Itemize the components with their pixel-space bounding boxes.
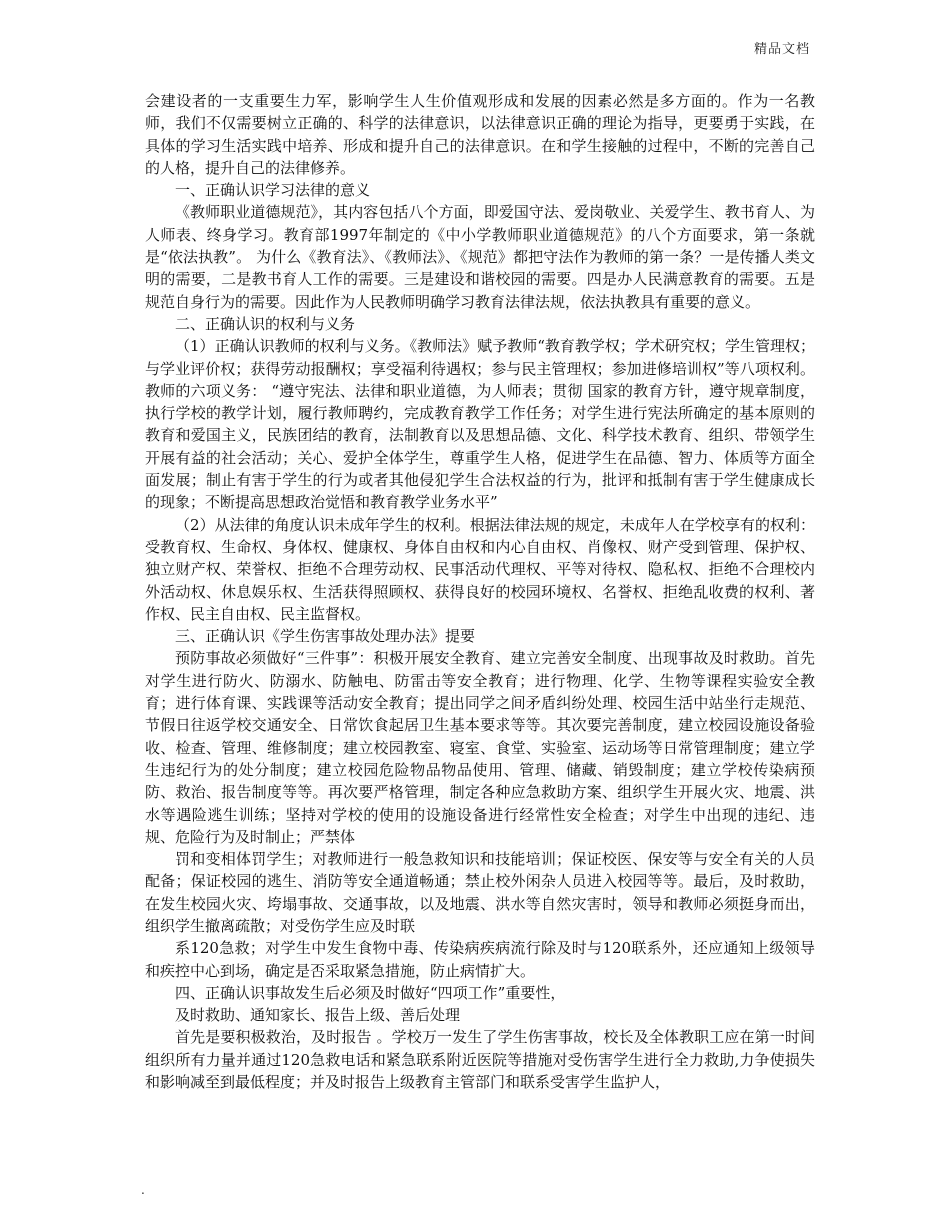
paragraph: 首先是要积极救治，及时报告 。学校万一发生了学生伤害事故，校长及全体教职工应在第一时间组织所有力量并通过120急救电话和紧急联系附近医院等措施对受伤害学生进行全力救助,力争使损失和影响减至到最低程度；并及时报告上级教育主管部门和联系受害学生监护人，	[145, 1028, 815, 1092]
paragraph: 罚和变相体罚学生；对教师进行一般急救知识和技能培训；保证校医、保安等与安全有关的人员配备；保证校园的逃生、消防等安全通道畅通；禁止校外闲杂人员进入校园等等。最后，及时救助，在发生校园火灾、垮塌事故、交通事故，以及地震、洪水等自然灾害时，领导和教师必须挺身而出，组织学生撤离疏散；对受伤学生应及时联	[145, 850, 815, 935]
paragraph: 预防事故必须做好“三件事”：积极开展安全教育、建立完善安全制度、出现事故及时救助。首先对学生进行防火、防溺水、防触电、防雷击等安全教育；进行物理、化学、生物等课程实验安全教育；进行体育课、实践课等活动安全教育；提出同学之间矛盾纠纷处理、校园生活中站坐行走规范、节假日往返学校交通安全、日常饮食起居卫生基本要求等等。其次要完善制度，建立校园设施设备验收、检查、管理、维修制度；建立校园教室、寝室、食堂、实验室、运动场等日常管理制度；建立学生违纪行为的处分制度；建立校园危险物品物品使用、管理、储藏、销毁制度；建立学校传染病预防、救治、报告制度等等。再次要严格管理，制定各种应急救助方案、组织学生开展火灾、地震、洪水等遇险逃生训练；坚持对学校的使用的设施设备进行经常性安全检查；对学生中出现的违纪、违规、危险行为及时制止；严禁体	[145, 649, 815, 846]
paragraph: 系120急救；对学生中发生食物中毒、传染病疾病流行除及时与120联系外，还应通知上级领导和疾控中心到场，确定是否采取紧急措施，防止病情扩大。	[145, 939, 815, 980]
section-subheading: 及时救助、通知家长、报告上级、善后处理	[175, 1006, 461, 1025]
paragraph: （2）从法律的角度认识未成年学生的权利。根据法律法规的规定，未成年人在学校享有的权利：受教育权、生命权、身体权、健康权、身体自由权和内心自由权、肖像权、财产受到管理、保护权、独立财产权、荣誉权、拒绝不合理劳动权、民事活动代理权、平等对待权、隐私权、拒绝不合理校内外活动权、休息娱乐权、生活获得照顾权、获得良好的校园环境权、名誉权、拒绝乱收费的权利、著作权、民主自由权、民主监督权。	[145, 515, 815, 623]
section-heading: 二、正确认识的权利与义务	[175, 314, 356, 333]
section-heading: 一、正确认识学习法律的意义	[175, 181, 371, 200]
footer-mark: .	[141, 1183, 145, 1197]
paragraph: 《教师职业道德规范》，其内容包括八个方面，即爱国守法、爱岗敬业、关爱学生、教书育人、为人师表、终身学习。教育部1997年制定的《中小学教师职业道德规范》的八个方面要求，第一条就是“依法执教”。 为什么《教育法》、《教师法》、《规范》都把守法作为教师的第一条？一是传播人类文明的需要，二是教书育人工作的需要。三是建设和谐校园的需要。四是办人民满意教育的需要。五是规范自身行为的需要。因此作为人民教师明确学习教育法律法规，依法执教具有重要的意义。	[145, 203, 815, 311]
paragraph: （1）正确认识教师的权利与义务。《教师法》赋予教师“教育教学权；学术研究权；学生管理权；与学业评价权；获得劳动报酬权；享受福利待遇权；参与民主管理权；参加进修培训权”等八项权利。教师的六项义务： “遵守宪法、法律和职业道德，为人师表；贯彻 国家的教育方针，遵守规章制度，执行学校的教学计划，履行教师聘约，完成教育教学工作任务；对学生进行宪法所确定的基本原则的教育和爱国主义，民族团结的教育，法制教育以及思想品德、文化、科学技术教育、组织、带领学生开展有益的社会活动；关心、爱护全体学生，尊重学生人格，促进学生在品德、智力、体质等方面全面发展；制止有害于学生的行为或者其他侵犯学生合法权益的行为，批评和抵制有害于学生健康成长的现象；不断提高思想政治觉悟和教育教学业务水平”	[145, 337, 815, 512]
header-tag: 精品文档	[753, 42, 810, 57]
section-heading: 四、正确认识事故发生后必须及时做好“四项工作”重要性，	[175, 983, 566, 1002]
document-body	[145, 90, 815, 1093]
section-heading: 三、正确认识《学生伤害事故处理办法》提要	[175, 627, 476, 646]
paragraph: 会建设者的一支重要生力军，影响学生人生价值观形成和发展的因素必然是多方面的。作为一名教师，我们不仅需要树立正确的、科学的法律意识，以法律意识正确的理论为指导，更要勇于实践，在具体的学习生活实践中培养、形成和提升自己的法律意识。在和学生接触的过程中，不断的完善自己的人格，提升自己的法律修养。	[145, 92, 815, 177]
